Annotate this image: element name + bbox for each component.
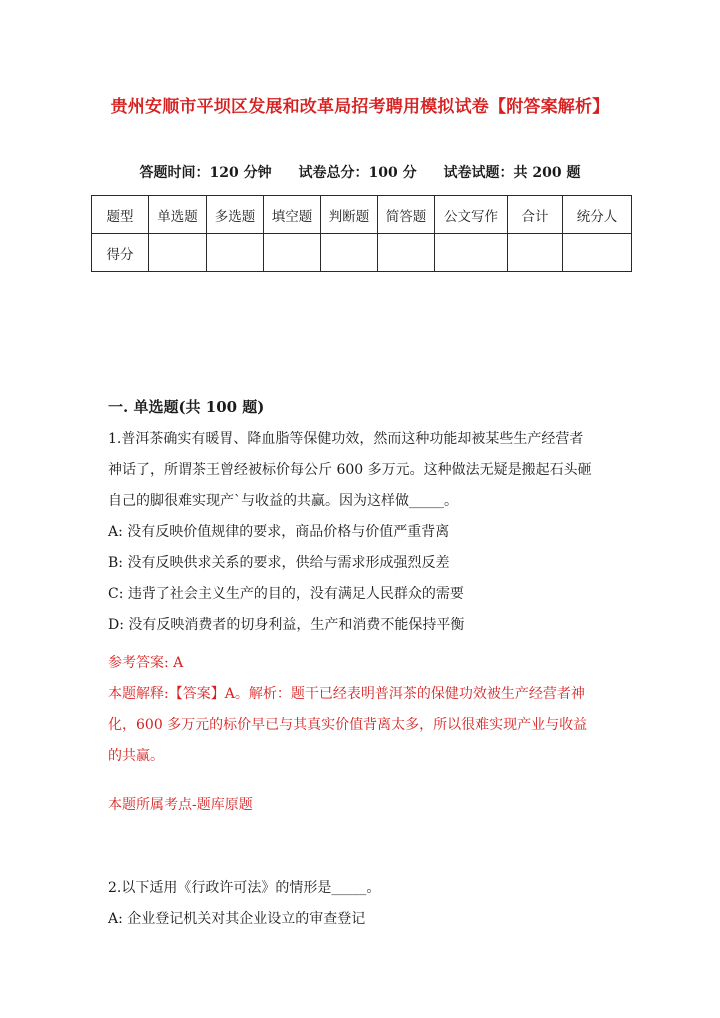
score-cell [321, 234, 378, 272]
question-stem-line: 1.普洱茶确实有暖胃、降血脂等保健功效，然而这种功能却被某些生产经营者 [108, 431, 584, 447]
exam-info [0, 162, 720, 182]
score-row-label: 得分 [92, 234, 149, 272]
question-stem-line: 神话了，所谓茶王曾经被标价每公斤 600 多万元。这种做法无疑是搬起石头砸 [108, 462, 592, 478]
score-cell [435, 234, 508, 272]
score-cell [378, 234, 435, 272]
option-b: B: 没有反映供求关系的要求，供给与需求形成强烈反差 [108, 555, 450, 571]
table-header-cell: 简答题 [378, 196, 435, 234]
table-header-cell: 公文写作 [435, 196, 508, 234]
table-header-cell: 判断题 [321, 196, 378, 234]
score-table-row [92, 234, 632, 272]
score-cell [264, 234, 321, 272]
option-a: A: 没有反映价值规律的要求，商品价格与价值严重背离 [108, 524, 450, 540]
exam-question-count: 试卷试题：共 200 题 [443, 165, 581, 181]
score-cell [207, 234, 264, 272]
knowledge-point [108, 790, 618, 821]
option-c: C: 违背了社会主义生产的目的，没有满足人民群众的需要 [108, 586, 464, 602]
question-2 [108, 873, 618, 935]
answer-block [108, 648, 618, 772]
score-table-header-row [92, 196, 632, 234]
option-d: D: 没有反映消费者的切身利益，生产和消费不能保持平衡 [108, 617, 465, 633]
explanation-line: 本题解释:【答案】A。解析：题干已经表明普洱茶的保健功效被生产经营者神 [108, 686, 585, 702]
explanation-line: 的共赢。 [108, 748, 164, 764]
knowledge-point-text: 本题所属考点-题库原题 [108, 797, 253, 813]
reference-answer: 参考答案: A [108, 655, 184, 671]
score-table [91, 195, 632, 272]
score-cell [149, 234, 207, 272]
page-title: 贵州安顺市平坝区发展和改革局招考聘用模拟试卷【附答案解析】 [110, 97, 610, 117]
question-stem-line: 2.以下适用《行政许可法》的情形是_____。 [108, 880, 381, 896]
section-title: 一. 单选题(共 100 题) [108, 398, 265, 416]
table-header-cell: 多选题 [207, 196, 264, 234]
score-cell [508, 234, 563, 272]
explanation-line: 化，600 多万元的标价早已与其真实价值背离太多，所以很难实现产业与收益 [108, 717, 588, 733]
table-header-cell: 填空题 [264, 196, 321, 234]
exam-total-score: 试卷总分：100 分 [298, 165, 417, 181]
question-stem-line: 自己的脚很难实现产`与收益的共赢。因为这样做_____。 [108, 493, 458, 509]
table-header-cell: 合计 [508, 196, 563, 234]
table-header-cell: 题型 [92, 196, 149, 234]
exam-time: 答题时间：120 分钟 [139, 165, 272, 181]
option-a: A: 企业登记机关对其企业设立的审查登记 [108, 911, 366, 927]
table-header-cell: 统分人 [563, 196, 632, 234]
question-1 [108, 424, 618, 641]
score-cell [563, 234, 632, 272]
table-header-cell: 单选题 [149, 196, 207, 234]
